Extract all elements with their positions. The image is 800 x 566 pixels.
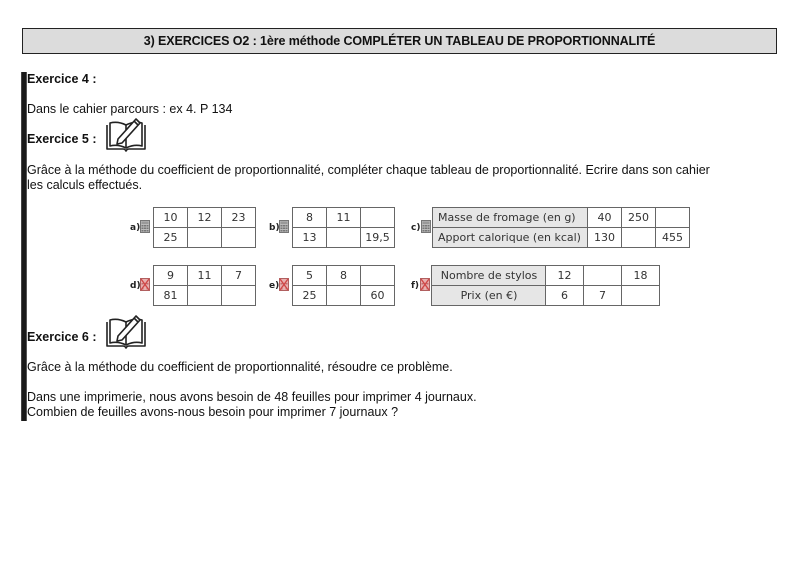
exercise6-instruction: Grâce à la méthode du coefficient de proportionnalité, résoudre ce problème.	[27, 360, 453, 374]
table-row	[154, 286, 256, 306]
table-b-label: b)	[269, 223, 280, 233]
table-cell[interactable]: 7	[584, 286, 622, 306]
calculator-allowed-icon	[421, 220, 431, 233]
section-title: 3) EXERCICES O2 : 1ère méthode COMPLÉTER UN TABLEAU DE PROPORTIONNALITÉ	[22, 28, 777, 54]
table-cell[interactable]	[656, 208, 690, 228]
table-row	[293, 286, 395, 306]
table-cell[interactable]: 130	[588, 228, 622, 248]
table-a-label: a)	[130, 223, 141, 233]
open-book-pencil-icon	[104, 312, 148, 350]
table-cell[interactable]: 13	[293, 228, 327, 248]
table-row	[432, 266, 660, 286]
table-row	[432, 286, 660, 306]
table-cell[interactable]: 6	[546, 286, 584, 306]
table-row	[433, 228, 690, 248]
table-cell[interactable]: 5	[293, 266, 327, 286]
table-cell[interactable]: 250	[622, 208, 656, 228]
table-d	[153, 265, 256, 306]
table-cell[interactable]	[622, 286, 660, 306]
table-cell[interactable]	[361, 266, 395, 286]
calculator-forbidden-icon	[420, 278, 430, 291]
table-cell[interactable]: 11	[188, 266, 222, 286]
left-margin-bar	[22, 72, 26, 421]
exercise4-text: Dans le cahier parcours : ex 4. P 134	[27, 102, 233, 116]
table-cell[interactable]: 8	[327, 266, 361, 286]
table-cell[interactable]	[584, 266, 622, 286]
table-cell[interactable]: 12	[188, 208, 222, 228]
table-cell[interactable]	[222, 286, 256, 306]
table-f-label: f)	[411, 281, 420, 291]
calculator-allowed-icon	[279, 220, 289, 233]
row-header-cell: Masse de fromage (en g)	[433, 208, 588, 228]
calculator-forbidden-icon	[140, 278, 150, 291]
table-cell[interactable]: 9	[154, 266, 188, 286]
open-book-pencil-icon	[104, 115, 148, 153]
table-c	[432, 207, 690, 248]
table-e	[292, 265, 395, 306]
exercise6-problem-line1: Dans une imprimerie, nous avons besoin de 48 feuilles pour imprimer 4 journaux.	[27, 390, 477, 404]
exercise5-instruction-line1: Grâce à la méthode du coefficient de proportionnalité, compléter chaque tableau de proportionnalité. Ecrire dans son cahier	[27, 163, 710, 177]
table-f	[431, 265, 660, 306]
table-row	[293, 266, 395, 286]
table-cell[interactable]: 8	[293, 208, 327, 228]
table-row	[293, 208, 395, 228]
table-cell[interactable]: 23	[222, 208, 256, 228]
table-row	[433, 208, 690, 228]
row-header-cell: Apport calorique (en kcal)	[433, 228, 588, 248]
table-cell[interactable]: 19,5	[361, 228, 395, 248]
exercise6-heading: Exercice 6 :	[27, 330, 97, 344]
table-cell[interactable]: 11	[327, 208, 361, 228]
table-cell[interactable]: 60	[361, 286, 395, 306]
table-cell[interactable]: 7	[222, 266, 256, 286]
table-cell[interactable]: 12	[546, 266, 584, 286]
exercise5-instruction-line2: les calculs effectués.	[27, 178, 143, 192]
exercise6-problem-line2: Combien de feuilles avons-nous besoin pour imprimer 7 journaux ?	[27, 405, 399, 419]
table-row	[154, 266, 256, 286]
exercise4-heading: Exercice 4 :	[27, 72, 97, 86]
table-a	[153, 207, 256, 248]
table-row	[154, 228, 256, 248]
table-cell[interactable]	[327, 286, 361, 306]
table-cell[interactable]: 25	[154, 228, 188, 248]
table-e-label: e)	[269, 281, 280, 291]
table-cell[interactable]	[188, 286, 222, 306]
table-cell[interactable]: 10	[154, 208, 188, 228]
table-cell[interactable]: 40	[588, 208, 622, 228]
table-cell[interactable]: 455	[656, 228, 690, 248]
table-row	[293, 228, 395, 248]
table-cell[interactable]: 18	[622, 266, 660, 286]
table-cell[interactable]	[222, 228, 256, 248]
table-row	[154, 208, 256, 228]
table-c-label: c)	[411, 223, 421, 233]
table-cell[interactable]	[327, 228, 361, 248]
table-cell[interactable]: 81	[154, 286, 188, 306]
table-cell[interactable]	[361, 208, 395, 228]
table-cell[interactable]: 25	[293, 286, 327, 306]
table-b	[292, 207, 395, 248]
row-header-cell: Prix (en €)	[432, 286, 546, 306]
exercise5-heading: Exercice 5 :	[27, 132, 97, 146]
table-cell[interactable]	[188, 228, 222, 248]
table-d-label: d)	[130, 281, 141, 291]
table-cell[interactable]	[622, 228, 656, 248]
calculator-forbidden-icon	[279, 278, 289, 291]
calculator-allowed-icon	[140, 220, 150, 233]
row-header-cell: Nombre de stylos	[432, 266, 546, 286]
